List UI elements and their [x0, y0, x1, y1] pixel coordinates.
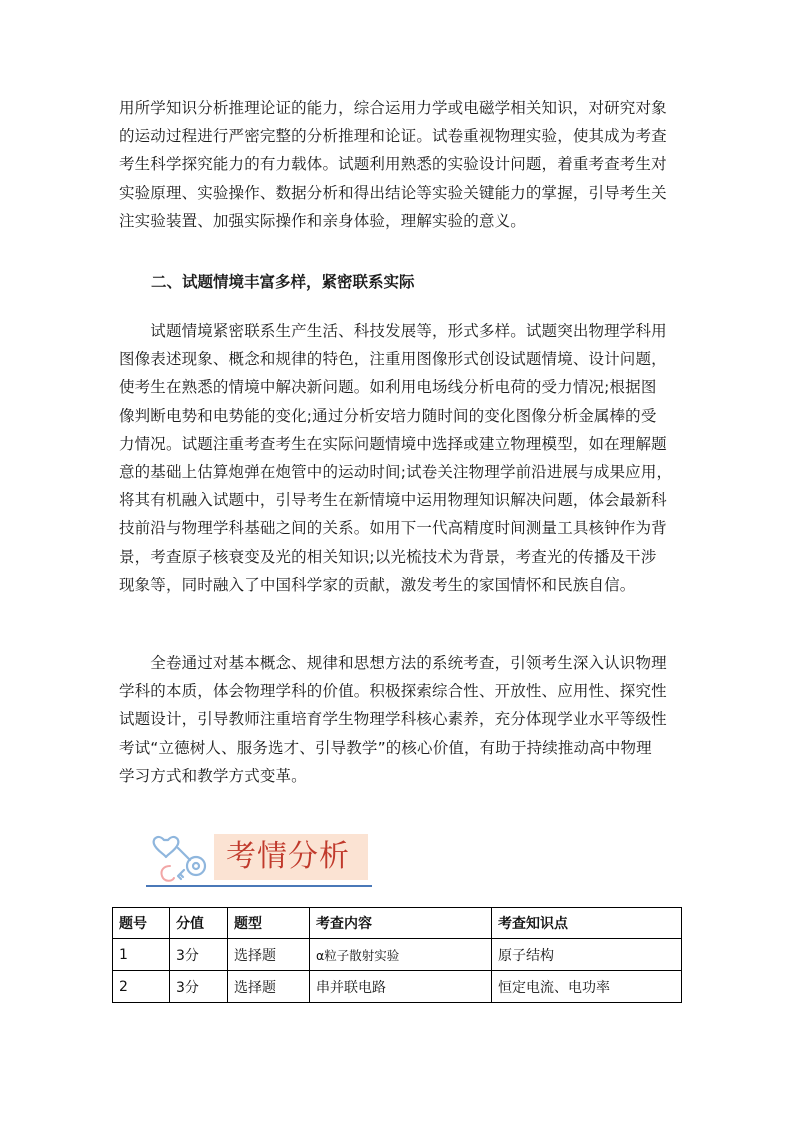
- text-line: 试题设计，引导教师注重培育学生物理学科核心素养，充分体现学业水平等级性: [119, 710, 667, 729]
- column-header-score: 分值: [170, 908, 228, 939]
- paragraph-experiment: [119, 94, 679, 235]
- table-header-row: [113, 908, 682, 939]
- text-line: 的运动过程进行严密完整的分析推理和论证。试卷重视物理实验，使其成为考查: [119, 127, 667, 146]
- text-line: 图像表述现象、概念和规律的特色，注重用图像形式创设试题情境、设计问题，: [119, 350, 667, 369]
- table-row: [113, 971, 682, 1003]
- text-line: 考生科学探究能力的有力载体。试题利用熟悉的实验设计问题，着重考查考生对: [119, 155, 667, 174]
- banner-title: 考情分析: [226, 839, 350, 874]
- text-line: 实验原理、实验操作、数据分析和得出结论等实验关键能力的掌握，引导考生关: [119, 183, 667, 202]
- cell-content: α粒子散射实验: [310, 939, 492, 971]
- text-line: 用所学知识分析推理论证的能力，综合运用力学或电磁学相关知识，对研究对象: [119, 99, 667, 117]
- text-line: 像判断电势和电势能的变化;通过分析安培力随时间的变化图像分析金属棒的受: [119, 406, 657, 425]
- cell-score: 3分: [170, 971, 228, 1003]
- cell-type: 选择题: [228, 939, 310, 971]
- text-line: 学科的本质，体会物理学科的价值。积极探索综合性、开放性、应用性、探究性: [119, 682, 667, 701]
- cell-type: 选择题: [228, 971, 310, 1003]
- column-header-content: 考查内容: [310, 908, 492, 939]
- text-line: 景，考查原子核衰变及光的相关知识;以光梳技术为背景，考查光的传播及干涉: [119, 547, 657, 566]
- cell-content: 串并联电路: [310, 971, 492, 1003]
- cell-score: 3分: [170, 939, 228, 971]
- text-line: 学习方式和教学方式变革。: [119, 766, 307, 785]
- text-line: 力情况。试题注重考查考生在实际问题情境中选择或建立物理模型，如在理解题: [119, 434, 667, 453]
- text-line: 注实验装置、加强实际操作和亲身体验，理解实验的意义。: [119, 211, 526, 230]
- text-line: 技前沿与物理学科基础之间的关系。如用下一代高精度时间测量工具核钟作为背: [119, 519, 667, 538]
- section-heading: 二、试题情境丰富多样，紧密联系实际: [151, 273, 415, 291]
- cell-knowledge: 原子结构: [492, 939, 682, 971]
- text-line: 试题情境紧密联系生产生活、科技发展等，形式多样。试题突出物理学科用: [119, 322, 667, 340]
- text-line: 意的基础上估算炮弹在炮管中的运动时间;试卷关注物理学前沿进展与成果应用，: [119, 463, 673, 482]
- cell-knowledge: 恒定电流、电功率: [492, 971, 682, 1003]
- text-line: 使考生在熟悉的情境中解决新问题。如利用电场线分析电荷的受力情况;根据图: [119, 378, 657, 397]
- column-header-number: 题号: [113, 908, 170, 939]
- paragraph-context: [119, 317, 679, 599]
- text-line: 全卷通过对基本概念、规律和思想方法的系统考查，引领考生深入认识物理: [119, 654, 667, 672]
- cell-number: 1: [113, 939, 170, 971]
- exam-analysis-table: [112, 907, 682, 1003]
- banner-underline: [146, 885, 372, 887]
- paragraph-summary: [119, 649, 679, 790]
- table-row: [113, 939, 682, 971]
- column-header-knowledge: 考查知识点: [492, 908, 682, 939]
- text-line: 现象等，同时融入了中国科学家的贡献，激发考生的家国情怀和民族自信。: [119, 575, 636, 594]
- text-line: 将其有机融入试题中，引导考生在新情境中运用物理知识解决问题，体会最新科: [119, 491, 667, 510]
- column-header-type: 题型: [228, 908, 310, 939]
- analysis-banner: [146, 826, 372, 890]
- cell-number: 2: [113, 971, 170, 1003]
- text-line: 考试“立德树人、服务选才、引导教学”的核心价值，有助于持续推动高中物理: [119, 738, 652, 757]
- heart-key-icon: [150, 830, 214, 886]
